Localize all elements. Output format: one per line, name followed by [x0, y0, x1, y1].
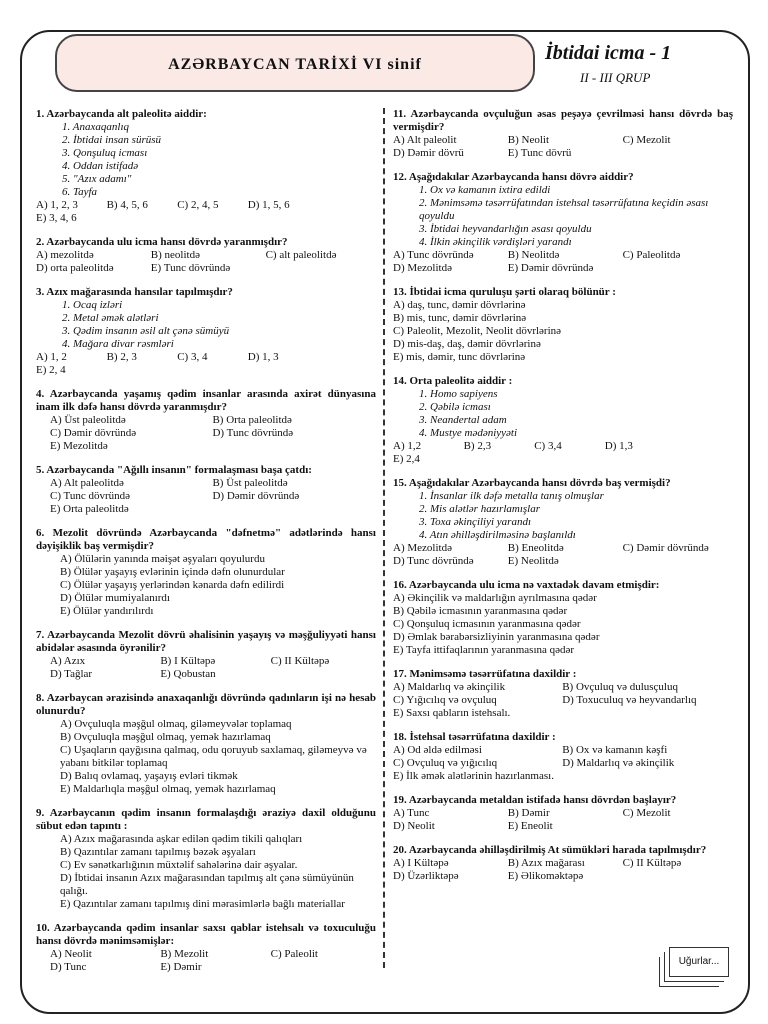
- answer-option[interactable]: B) Üst paleolitdə: [212, 477, 288, 489]
- answer-option[interactable]: C) Qonşuluq icmasının yaranmasına qədər: [393, 618, 581, 630]
- answer-option[interactable]: C) Mezolit: [622, 807, 671, 819]
- question-text: [393, 844, 733, 857]
- answer-options: [393, 681, 733, 720]
- answer-option[interactable]: C) Ovçuluq və yığıcılıq: [393, 757, 498, 769]
- answer-option[interactable]: E) Ölülər yandırılırdı: [60, 605, 154, 617]
- answer-option[interactable]: B) Dəmir: [507, 807, 550, 819]
- answer-options: [36, 199, 376, 225]
- answer-option[interactable]: A) Alt paleolit: [393, 134, 457, 146]
- question-number: 1.: [36, 108, 45, 120]
- question-prompt: İstehsal təsərrüfatına daxildir :: [409, 731, 556, 743]
- question-prompt: Mənimsəmə təsərrüfatına daxildir :: [409, 668, 577, 680]
- question-items: [393, 388, 733, 440]
- question-item: 1. Anaxaqanlıq: [62, 121, 130, 133]
- answer-option[interactable]: A) 1, 2: [36, 351, 67, 363]
- answer-option[interactable]: C) Uşaqların qayğısına qalmaq, odu qoruyub saxlamaq, giləmeyvə və yabanı bitkilər toplamaq: [60, 744, 367, 769]
- question: [393, 286, 733, 364]
- answer-option[interactable]: B) mis, tunc, dəmir dövrlərinə: [393, 312, 527, 324]
- answer-option[interactable]: E) Saxsı qabların istehsalı.: [393, 707, 511, 719]
- answer-option[interactable]: A) 1,2: [393, 440, 422, 452]
- answer-option[interactable]: C) II Kültəpə: [270, 655, 330, 667]
- answer-option[interactable]: E) Eneolit: [507, 820, 553, 832]
- answer-option[interactable]: B) Mezolit: [160, 948, 209, 960]
- question: [393, 579, 733, 657]
- answer-options: [36, 414, 376, 453]
- question-text: [393, 375, 733, 388]
- group-label: II - III QRUP: [580, 70, 651, 85]
- question-prompt: Azərbaycanda "Ağıllı insanın" formalaşması başa çatdı:: [46, 464, 312, 476]
- answer-option[interactable]: E) Dəmir: [160, 961, 202, 973]
- question-prompt: Azərbaycanın qədim insanın formalaşdığı əraziyə daxil olduğunu sübut edən tapıntı :: [36, 807, 376, 832]
- answer-option[interactable]: B) Neolitdə: [507, 249, 560, 261]
- question-prompt: Azərbaycan ərazisində anaxaqanlığı dövründə qadınların işi nə hesab olunurdu?: [36, 692, 376, 717]
- answer-option[interactable]: E) Dəmir dövründə: [507, 262, 594, 274]
- question-item: 3. Neandertal adam: [419, 414, 507, 426]
- question-text: [36, 464, 376, 477]
- answer-option[interactable]: B) 2, 3: [106, 351, 137, 363]
- question-number: 6.: [36, 527, 45, 539]
- answer-option[interactable]: D) orta paleolitdə: [36, 262, 114, 274]
- question: [393, 171, 733, 275]
- question: [393, 794, 733, 833]
- answer-option[interactable]: E) Neolitdə: [507, 555, 559, 567]
- answer-option[interactable]: A) daş, tunc, dəmir dövrlərinə: [393, 299, 526, 311]
- question-text: [393, 171, 733, 184]
- answer-option[interactable]: B) Ovçuluqla məşğul olmaq, yemək hazırlamaq: [60, 731, 271, 743]
- question-prompt: Azıx mağarasında hansılar tapılmışdır?: [46, 286, 233, 298]
- answer-option[interactable]: C) 3,4: [534, 440, 562, 452]
- question: [393, 108, 733, 160]
- answer-options: [393, 134, 733, 160]
- answer-option[interactable]: B) Neolit: [507, 134, 550, 146]
- question-text: [36, 692, 376, 718]
- question-item: 1. Ocaq izləri: [62, 299, 123, 311]
- question-text: [36, 388, 376, 414]
- answer-option[interactable]: B) Qazıntılar zamanı tapılmış bəzək əşyaları: [60, 846, 256, 858]
- question-prompt: Mezolit dövründə Azərbaycanda "dəfnetmə" adətlərində hansı dəyişiklik baş vermişdir?: [36, 527, 376, 552]
- question-item: 3. Qonşuluq icması: [62, 147, 148, 159]
- question-prompt: Azərbaycanda metaldan istifadə hansı dövrdən başlayır?: [408, 794, 677, 806]
- answer-option[interactable]: E) Qobustan: [160, 668, 216, 680]
- question-text: [393, 794, 733, 807]
- question-prompt: Azərbaycanda ovçuluğun əsas peşəyə çevrilməsi hansı dövrdə baş vermişdir?: [393, 108, 733, 133]
- answer-option[interactable]: A) Maldarlıq və əkinçilik: [393, 681, 506, 693]
- question: [36, 807, 376, 911]
- question: [393, 731, 733, 783]
- answer-option[interactable]: B) Ox və kamanın kəşfi: [562, 744, 668, 756]
- answer-option[interactable]: D) Əmlak bərabərsizliyinin yaranmasına qədər: [393, 631, 600, 643]
- question-prompt: Azərbaycanda ulu icma hansı dövrdə yaranmışdır?: [46, 236, 288, 248]
- answer-option[interactable]: A) Ovçuluqla məşğul olmaq, giləmeyvələr toplamaq: [60, 718, 292, 730]
- answer-option[interactable]: A) Əkinçilik və maldarlığın ayrılmasına qədər: [393, 592, 597, 604]
- question-number: 19.: [393, 794, 407, 806]
- answer-option[interactable]: E) 2,4: [393, 453, 420, 465]
- answer-option[interactable]: D) Neolit: [393, 820, 435, 832]
- answer-options: [393, 807, 733, 833]
- question-item: 2. İbtidai insan sürüsü: [62, 134, 162, 146]
- answer-option[interactable]: B) Orta paleolitdə: [212, 414, 292, 426]
- answer-option[interactable]: C) Paleolitdə: [622, 249, 681, 261]
- question-text: [36, 286, 376, 299]
- answer-option[interactable]: A) Alt paleolitdə: [50, 477, 124, 489]
- question-text: [36, 236, 376, 249]
- answer-option[interactable]: C) alt paleolitdə: [265, 249, 337, 261]
- question-text: [393, 668, 733, 681]
- question-prompt: Aşağıdakılar Azərbaycanda hansı dövrdə baş vermişdi?: [408, 477, 671, 489]
- question-number: 5.: [36, 464, 45, 476]
- answer-options: [36, 948, 376, 974]
- question: [36, 286, 376, 377]
- answer-option[interactable]: B) Ölülər yaşayış evlərinin içində dəfn olunurdular: [60, 566, 285, 578]
- answer-option[interactable]: E) Orta paleolitdə: [50, 503, 129, 515]
- answer-option[interactable]: A) 1, 2, 3: [36, 199, 78, 211]
- answer-option[interactable]: B) Azıx mağarası: [507, 857, 585, 869]
- answer-option[interactable]: D) Tunc dövründə: [393, 555, 474, 567]
- answer-option[interactable]: E) 3, 4, 6: [36, 212, 77, 224]
- answer-option[interactable]: C) Paleolit: [270, 948, 318, 960]
- answer-option[interactable]: A) Od əldə edilməsi: [393, 744, 482, 756]
- answer-option[interactable]: E) Maldarlıqla məşğul olmaq, yemək hazırlamaq: [60, 783, 276, 795]
- answer-option[interactable]: C) II Kültəpə: [622, 857, 682, 869]
- answer-option[interactable]: E) İlk əmək alətlərinin hazırlanması.: [393, 770, 554, 782]
- question-item: 5. "Azıx adamı": [62, 173, 132, 185]
- answer-option[interactable]: A) mezolitdə: [36, 249, 94, 261]
- question-text: [393, 477, 733, 490]
- answer-option[interactable]: A) Tunc: [393, 807, 430, 819]
- answer-option[interactable]: D) Ölülər mumiyalanırdı: [60, 592, 170, 604]
- answer-options: [393, 744, 733, 783]
- question-number: 17.: [393, 668, 407, 680]
- question: [393, 844, 733, 883]
- question-number: 13.: [393, 286, 407, 298]
- answer-option[interactable]: B) I Kültəpə: [160, 655, 216, 667]
- answer-option[interactable]: D) 1, 5, 6: [247, 199, 290, 211]
- answer-options: [36, 477, 376, 516]
- answer-option[interactable]: D) İbtidai insanın Azıx mağarasından tapılmış alt çənə sümüyünün qalığı.: [60, 872, 354, 897]
- question-number: 15.: [393, 477, 407, 489]
- answer-option[interactable]: D) Tunc dövründə: [212, 427, 294, 439]
- answer-option[interactable]: C) Ölülər yaşayış yerlərindən kənarda dəfn edilirdi: [60, 579, 285, 591]
- question-number: 11.: [393, 108, 407, 120]
- answer-options: [36, 553, 376, 618]
- answer-option[interactable]: A) Tunc dövründə: [393, 249, 474, 261]
- question-items: [393, 490, 733, 542]
- answer-option[interactable]: D) Mezolitdə: [393, 262, 452, 274]
- question: [36, 629, 376, 681]
- answer-options: [36, 249, 376, 275]
- answer-option[interactable]: D) 1, 3: [247, 351, 279, 363]
- answer-options: [393, 299, 733, 364]
- question-item: 4. Mustye mədəniyyəti: [419, 427, 518, 439]
- question-item: 2. Mis alətlər hazırlamışlar: [419, 503, 541, 515]
- question-text: [393, 731, 733, 744]
- question-number: 3.: [36, 286, 45, 298]
- answer-option[interactable]: D) Dəmir dövründə: [212, 490, 300, 502]
- question-number: 16.: [393, 579, 407, 591]
- answer-option[interactable]: C) Paleolit, Mezolit, Neolit dövrlərinə: [393, 325, 562, 337]
- answer-option[interactable]: D) Dəmir dövrü: [393, 147, 464, 159]
- answer-option[interactable]: B) 2,3: [463, 440, 492, 452]
- answer-option[interactable]: C) 2, 4, 5: [177, 199, 219, 211]
- question-prompt: Azərbaycanda Mezolit dövrü əhalisinin yaşayış və məşğuliyyəti hansı abidələr əsasında öyrənilir?: [36, 629, 376, 654]
- question: [393, 375, 733, 466]
- answer-option[interactable]: B) Ovçuluq və dulusçuluq: [562, 681, 678, 693]
- answer-options: [393, 249, 733, 275]
- brand-title: İbtidai icma - 1: [545, 42, 672, 64]
- question-text: [36, 629, 376, 655]
- question-number: 20.: [393, 844, 407, 856]
- answer-option[interactable]: A) Neolit: [50, 948, 92, 960]
- answer-option[interactable]: A) Azıx: [50, 655, 86, 667]
- question-number: 10.: [36, 922, 50, 934]
- answer-option[interactable]: A) Üst paleolitdə: [50, 414, 126, 426]
- answer-option[interactable]: C) 3, 4: [177, 351, 208, 363]
- question: [36, 527, 376, 618]
- question-prompt: Orta paleolitə aiddir :: [409, 375, 513, 387]
- answer-option[interactable]: E) Əlikoməktəpə: [507, 870, 584, 882]
- answer-option[interactable]: D) 1,3: [604, 440, 633, 452]
- column-divider: [383, 108, 385, 968]
- answer-option[interactable]: A) Ölülərin yanında məişət əşyaları qoyulurdu: [60, 553, 265, 565]
- question-item: 2. Mənimsəmə təsərrüfatından istehsal təsərrüfatına keçidin əsası qoyuldu: [419, 197, 709, 222]
- answer-option[interactable]: E) mis, dəmir, tunc dövrlərinə: [393, 351, 526, 363]
- question-text: [36, 922, 376, 948]
- page-title: AZƏRBAYCAN TARİXİ VI sinif: [55, 34, 535, 92]
- question-prompt: Aşağıdakılar Azərbaycanda hansı dövrə aiddir?: [408, 171, 634, 183]
- question-item: 1. Homo sapiyens: [419, 388, 498, 400]
- answer-option[interactable]: E) Qazıntılar zamanı tapılmış dini mərasimlərlə bağlı materiallar: [60, 898, 345, 910]
- answer-option[interactable]: C) Mezolit: [622, 134, 671, 146]
- answer-options: [36, 833, 376, 911]
- question-number: 4.: [36, 388, 45, 400]
- answer-option[interactable]: B) Eneolitdə: [507, 542, 564, 554]
- answer-options: [393, 440, 733, 466]
- question-items: [36, 299, 376, 351]
- answer-option[interactable]: D) mis-daş, daş, dəmir dövrlərinə: [393, 338, 541, 350]
- answer-option[interactable]: B) 4, 5, 6: [106, 199, 148, 211]
- answer-option[interactable]: D) Toxuculuq və heyvandarlıq: [562, 694, 697, 706]
- question-prompt: Azərbaycanda ulu icma nə vaxtadək davam etmişdir:: [408, 579, 660, 591]
- right-column: [393, 108, 733, 894]
- question-items: [36, 121, 376, 199]
- question-item: 4. Mağara divar rəsmləri: [62, 338, 174, 350]
- question-prompt: Azərbaycanda əhilləşdirilmiş At sümükləri harada tapılmışdır?: [408, 844, 707, 856]
- question-item: 2. Metal əmək alətləri: [62, 312, 159, 324]
- question-number: 14.: [393, 375, 407, 387]
- answer-options: [36, 718, 376, 796]
- answer-options: [36, 351, 376, 377]
- question-number: 12.: [393, 171, 407, 183]
- answer-option[interactable]: C) Tunc dövründə: [50, 490, 131, 502]
- question-number: 2.: [36, 236, 45, 248]
- answer-option[interactable]: A) Mezolitdə: [393, 542, 452, 554]
- question-items: [393, 184, 733, 249]
- question: [393, 477, 733, 568]
- answer-option[interactable]: D) Tağlar: [50, 668, 93, 680]
- question-item: 1. İnsanlar ilk dəfə metalla tanış olmuşlar: [419, 490, 604, 502]
- answer-option[interactable]: E) Tunc dövrü: [507, 147, 572, 159]
- answer-options: [393, 857, 733, 883]
- answer-option[interactable]: E) Mezolitdə: [50, 440, 108, 452]
- answer-option[interactable]: C) Yığıcılıq və ovçuluq: [393, 694, 497, 706]
- question-prompt: Azərbaycanda qədim insanlar saxsı qablar istehsalı və toxuculuğu hansı dövrdə mənimsəmişlər:: [36, 922, 376, 947]
- question-prompt: Azərbaycanda yaşamış qədim insanlar arasında axirət dünyasına inam ilk dəfə hansı dövrdə yaranmışdır?: [36, 388, 376, 413]
- answer-option[interactable]: D) Balıq ovlamaq, yaşayış evləri tikmək: [60, 770, 238, 782]
- question-item: 4. Atın əhilləşdirilməsinə başlanıldı: [419, 529, 576, 541]
- question-item: 1. Ox və kamanın ixtira edildi: [419, 184, 551, 196]
- answer-option[interactable]: B) Qəbilə icmasının yaranmasına qədər: [393, 605, 568, 617]
- question-item: 4. İlkin əkinçilik vərdişləri yarandı: [419, 236, 572, 248]
- good-luck-note: Uğurlar...: [669, 947, 729, 977]
- question: [36, 692, 376, 796]
- question: [393, 668, 733, 720]
- answer-option[interactable]: D) Üzərliktəpə: [393, 870, 459, 882]
- question-item: 2. Qəbilə icması: [419, 401, 491, 413]
- question-number: 9.: [36, 807, 45, 819]
- answer-option[interactable]: C) Dəmir dövründə: [622, 542, 709, 554]
- question-text: [36, 527, 376, 553]
- question: [36, 464, 376, 516]
- answer-options: [393, 542, 733, 568]
- question-number: 7.: [36, 629, 45, 641]
- question: [36, 922, 376, 974]
- answer-option[interactable]: A) Azıx mağarasında aşkar edilən qədim tikili qalıqları: [60, 833, 303, 845]
- question-text: [393, 108, 733, 134]
- question: [36, 236, 376, 275]
- question-item: 3. İbtidai heyvandarlığın əsası qoyuldu: [419, 223, 592, 235]
- answer-option[interactable]: B) neolitdə: [150, 249, 200, 261]
- question-number: 18.: [393, 731, 407, 743]
- question-text: [393, 579, 733, 592]
- question: [36, 388, 376, 453]
- question-prompt: Azərbaycanda alt paleolitə aiddir:: [46, 108, 207, 120]
- question-item: 3. Qədim insanın əsil alt çənə sümüyü: [62, 325, 230, 337]
- answer-option[interactable]: A) I Kültəpə: [393, 857, 449, 869]
- question-item: 3. Toxa əkinçiliyi yarandı: [419, 516, 532, 528]
- question-item: 4. Oddan istifadə: [62, 160, 139, 172]
- question-text: [36, 108, 376, 121]
- question-number: 8.: [36, 692, 45, 704]
- answer-option[interactable]: C) Ev sənətkarlığının müxtəlif sahələrinə dair əşyalar.: [60, 859, 298, 871]
- answer-option[interactable]: D) Tunc: [50, 961, 87, 973]
- answer-option[interactable]: D) Maldarlıq və əkinçilik: [562, 757, 675, 769]
- answer-option[interactable]: E) 2, 4: [36, 364, 66, 376]
- left-column: [36, 108, 376, 985]
- answer-options: [393, 592, 733, 657]
- question-item: 6. Tayfa: [62, 186, 98, 198]
- answer-option[interactable]: E) Tayfa ittifaqlarının yaranmasına qədər: [393, 644, 575, 656]
- answer-option[interactable]: C) Dəmir dövründə: [50, 427, 137, 439]
- answer-option[interactable]: E) Tunc dövründə: [150, 262, 231, 274]
- question-prompt: İbtidai icma quruluşu şərti olaraq bölünür :: [409, 286, 616, 298]
- question-text: [36, 807, 376, 833]
- question-text: [393, 286, 733, 299]
- answer-options: [36, 655, 376, 681]
- question: [36, 108, 376, 225]
